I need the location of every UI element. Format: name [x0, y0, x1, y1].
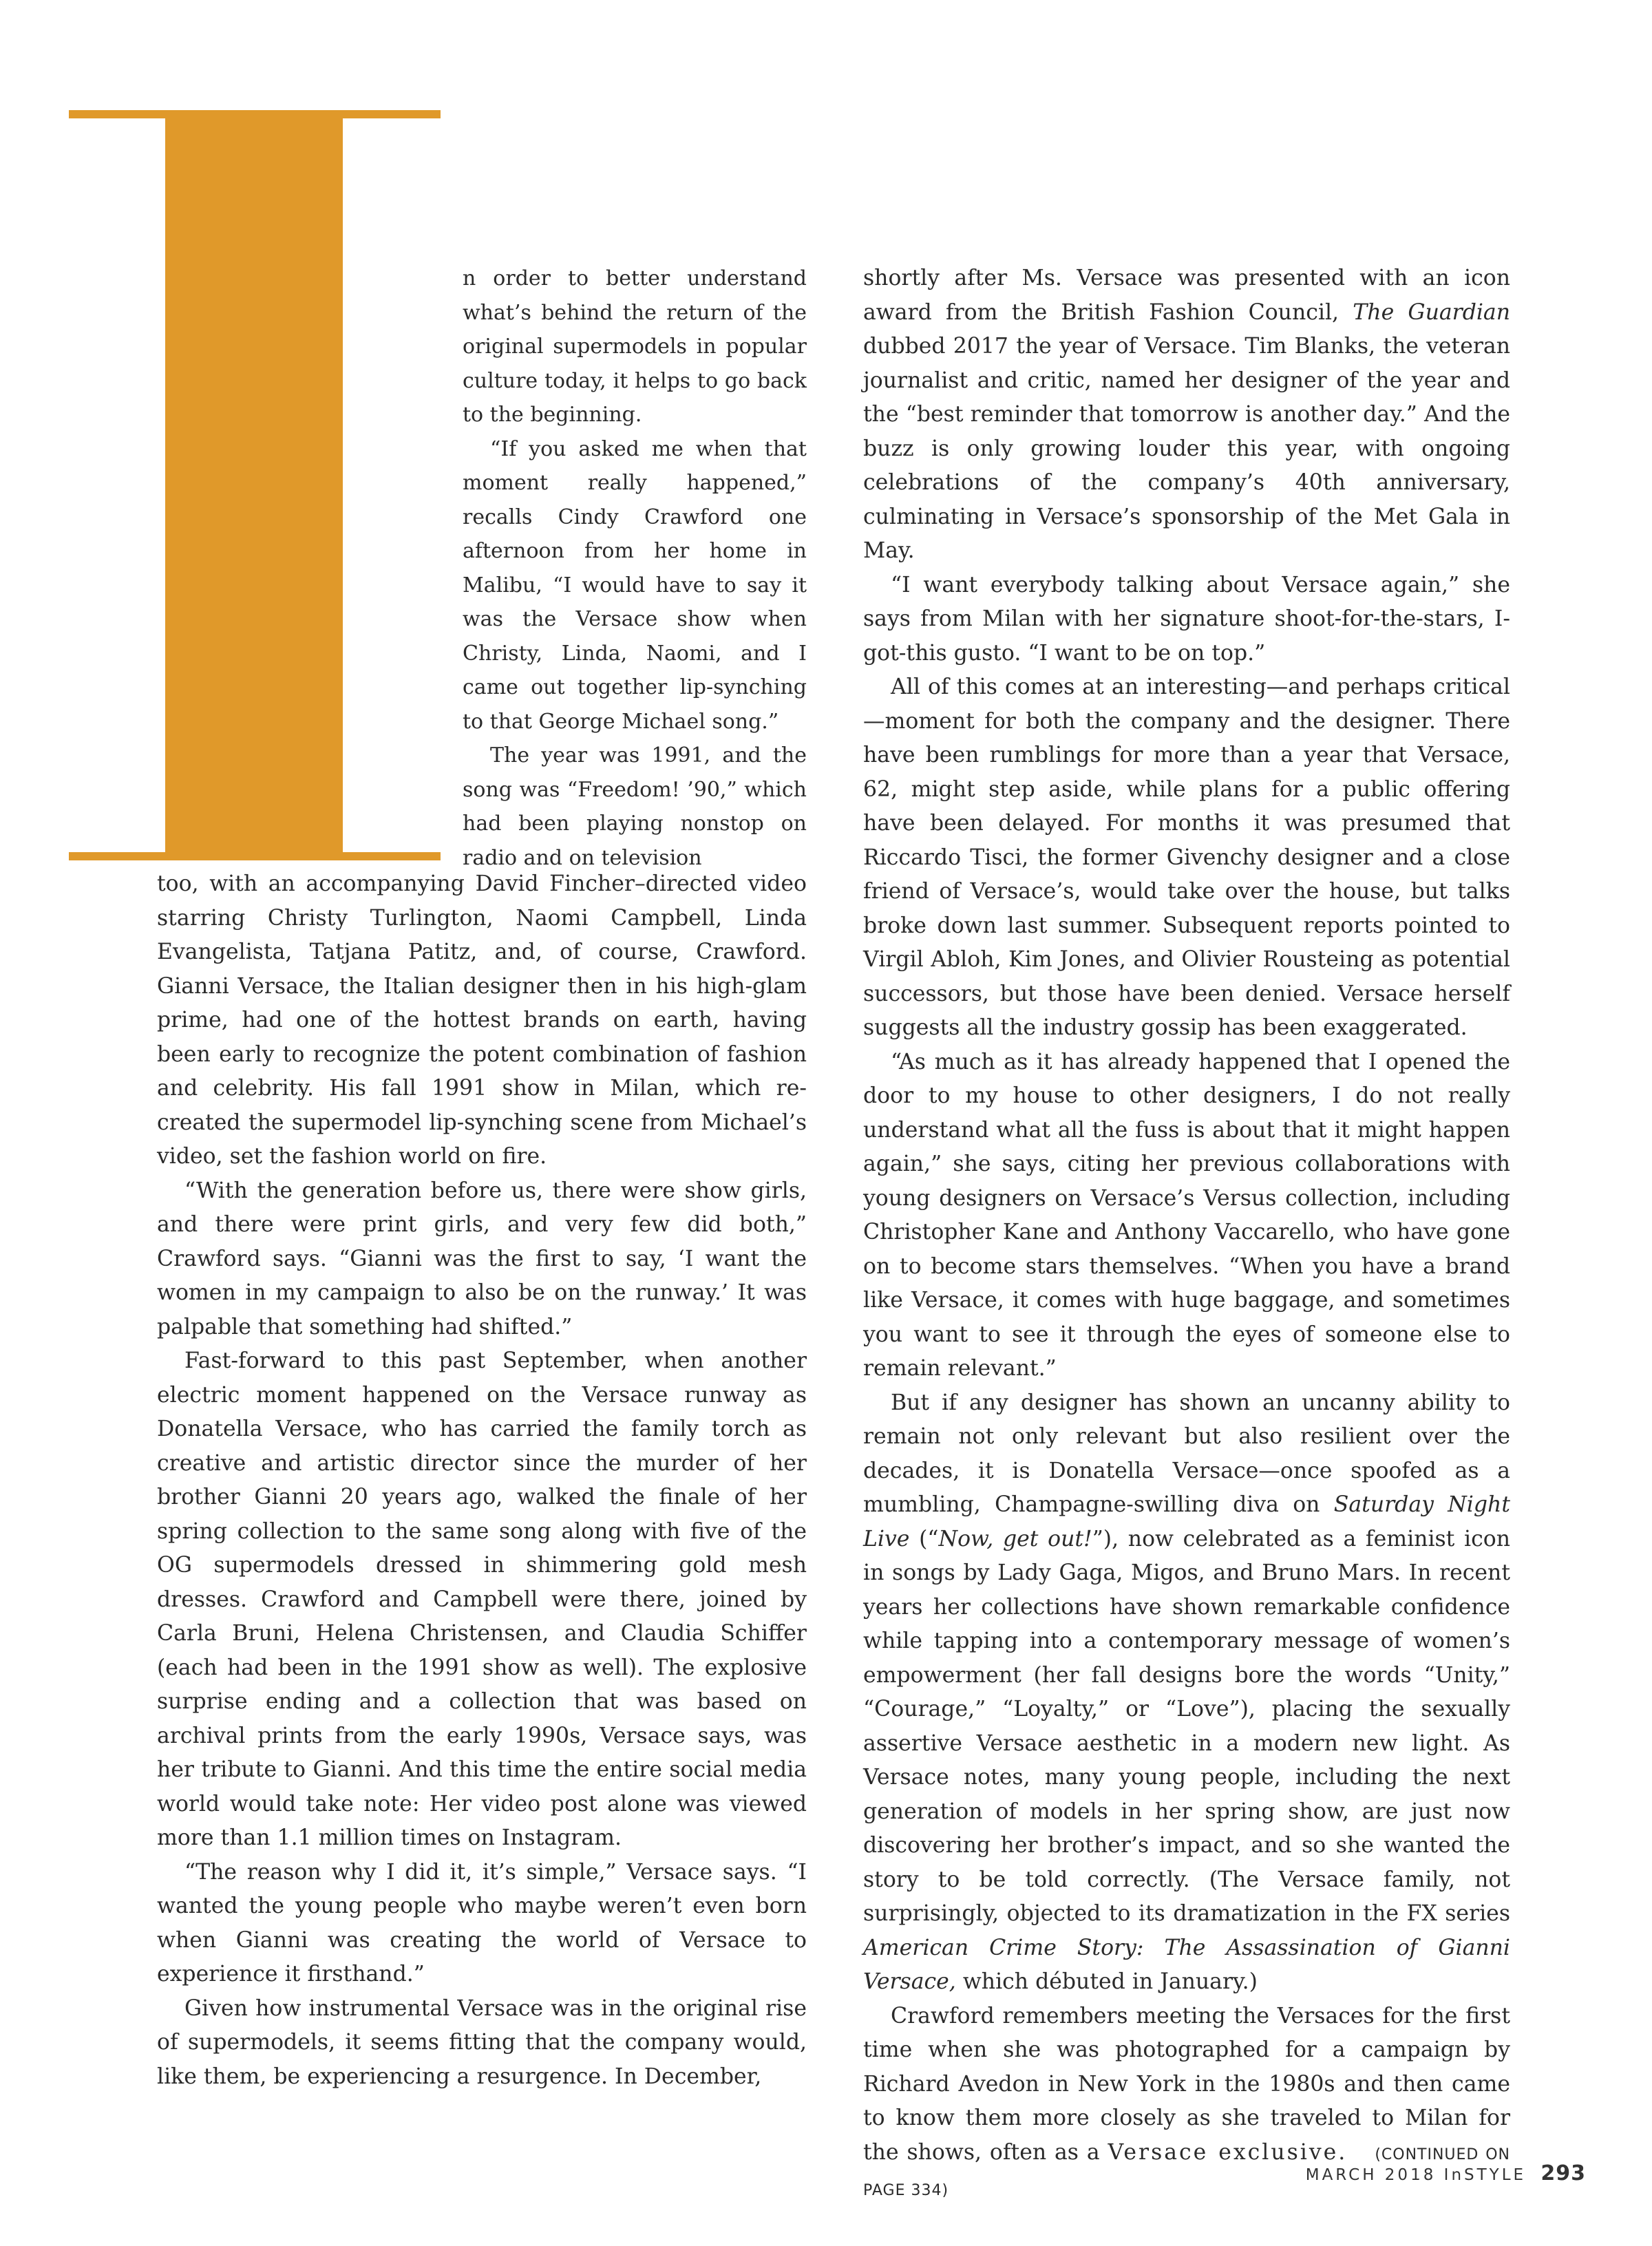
continued-note: (CONTINUED ON PAGE 334)	[863, 2146, 1510, 2199]
publication-title: The Guardian	[1353, 299, 1510, 325]
paragraph: But if any designer has shown an uncanny ability to remain not only relevant but also resilient over the decades, it is Donatella Versace—once spoofed as a mumbling, Champagne-swilling diva on Saturday Night Live (“Now, get out!”), now celebrated as a feminist icon in songs by Lady Gaga, Migos, and Bruno Mars. In recent years her collections have shown remarkable confidence while tapping into a contemporary message of women’s empowerment (her fall designs bore the words “Unity,” “Courage,” “Loyalty,” or “Love”), placing the sexually assertive Versace aesthetic in a modern new light. As Versace notes, many young people, including the next generation of models in her spring show, are just now discovering her brother’s impact, and so she wanted the story to be told correctly. (The Versace family, not surprisingly, objected to its dramatization in the FX series American Crime Story: The Assassination of Gianni Versace, which débuted in January.)	[863, 1390, 1510, 1994]
paragraph: “I want everybody talking about Versace again,” she says from Milan with her signature shoot-for-the-stars, I-got-this gusto. “I want to be on top.”	[863, 572, 1510, 666]
drop-cap-stem	[165, 110, 343, 860]
magazine-name: InSTYLE	[1443, 2166, 1527, 2184]
drop-cap-serif-bottom	[69, 852, 441, 860]
paragraph: Fast-forward to this past September, when another electric moment happened on the Versace runway as Donatella Versace, who has carried the family torch as creative and artistic director since the murder of her brother Gianni 20 years ago, walked the finale of her spring collection to the same song along with five of the OG supermodels dressed in shimmering gold mesh dresses. Crawford and Campbell were there, joined by Carla Bruni, Helena Christensen, and Claudia Schiffer (each had been in the 1991 show as well). The explosive surprise ending and a collection that was based on archival prints from the early 1990s, Versace says, was her tribute to Gianni. And this time the entire social media world would take note: Her video post alone was viewed more than 1.1 million times on Instagram.	[157, 1348, 807, 1850]
drop-cap-letter	[69, 110, 441, 860]
paragraph: too, with an accompanying David Fincher–directed video starring Christy Turlington, Naomi Campbell, Linda Evangelista, Tatjana Patitz, and, of course, Crawford. Gianni Versace, the Italian designer then in his high-glam prime, had one of the hottest brands on earth, having been early to recognize the potent combination of fashion and celebrity. His fall 1991 show in Milan, which re-created the supermodel lip-synching scene from Michael’s video, set the fashion world on fire.	[157, 871, 807, 1169]
issue-date: MARCH 2018	[1305, 2166, 1437, 2184]
right-column	[863, 262, 1510, 2208]
series-title: American Crime Story: The Assassination of Gianni Versace,	[863, 1935, 1510, 1994]
paragraph: Given how instrumental Versace was in the original rise of supermodels, it seems fitting that the company would, like them, be experiencing a resurgence. In December,	[157, 1995, 807, 2089]
paragraph: All of this comes at an interesting—and perhaps critical—moment for both the company and the designer. There have been rumblings for more than a year that Versace, 62, might step aside, while plans for a public offering have been delayed. For months it was presumed that Riccardo Tisci, the former Givenchy designer and a close friend of Versace’s, would take over the house, but talks broke down last summer. Subsequent reports pointed to Virgil Abloh, Kim Jones, and Olivier Rousteing as potential successors, but those have been denied. Versace herself suggests all the industry gossip has been exaggerated.	[863, 675, 1510, 1040]
paragraph: “As much as it has already happened that I opened the door to my house to other designers, I do not really understand what all the fuss is about that it might happen again,” she says, citing her previous collaborations with young designers on Versace’s Versus collection, including Christopher Kane and Anthony Vaccarello, who have gone on to become stars themselves. “When you have a brand like Versace, it comes with huge baggage, and sometimes you want to see it through the eyes of someone else to remain relevant.”	[863, 1049, 1510, 1381]
paragraph: Crawford remembers meeting the Versaces for the first time when she was photographed for a campaign by Richard Avedon in New York in the 1980s and then came to know them more closely as she traveled to Milan for the shows, often as a Versace exclusive. (CONTINUED ON PAGE 334)	[863, 2003, 1510, 2199]
quote-italic: Now, get out!	[938, 1526, 1092, 1551]
paragraph: “If you asked me when that moment really happened,” recalls Cindy Crawford one afternoon from her home in Malibu, “I would have to say it was the Versace show when Christy, Linda, Naomi, and I came out together lip-synching to that George Michael song.”	[463, 436, 807, 734]
paragraph: n order to better understand what’s behind the return of the original supermodels in popular culture today, it helps to go back to the beginning.	[463, 266, 807, 427]
paragraph: The year was 1991, and the song was “Freedom! ’90,” which had been playing nonstop on radio and on television	[463, 743, 807, 870]
versace-exclusive-text: Versace exclusive.	[1108, 2139, 1348, 2165]
paragraph: “The reason why I did it, it’s simple,” Versace says. “I wanted the young people who maybe weren’t even born when Gianni was creating the world of Versace to experience it firsthand.”	[157, 1859, 807, 1987]
show-title: Saturday Night Live	[863, 1492, 1510, 1551]
paragraph: “With the generation before us, there were show girls, and there were print girls, and very few did both,” Crawford says. “Gianni was the first to say, ‘I want the women in my campaign to also be on the runway.’ It was palpable that something had shifted.”	[157, 1178, 807, 1339]
intro-column	[463, 262, 807, 875]
left-column	[157, 867, 807, 2094]
page-number: 293	[1540, 2161, 1586, 2185]
paragraph: shortly after Ms. Versace was presented with an icon award from the British Fashion Council, The Guardian dubbed 2017 the year of Versace. Tim Blanks, the veteran journalist and critic, named her designer of the year and the “best reminder that tomorrow is another day.” And the buzz is only growing louder this year, with ongoing celebrations of the company’s 40th anniversary, culminating in Versace’s sponsorship of the Met Gala in May.	[863, 266, 1510, 563]
page-footer	[1306, 2161, 1586, 2185]
